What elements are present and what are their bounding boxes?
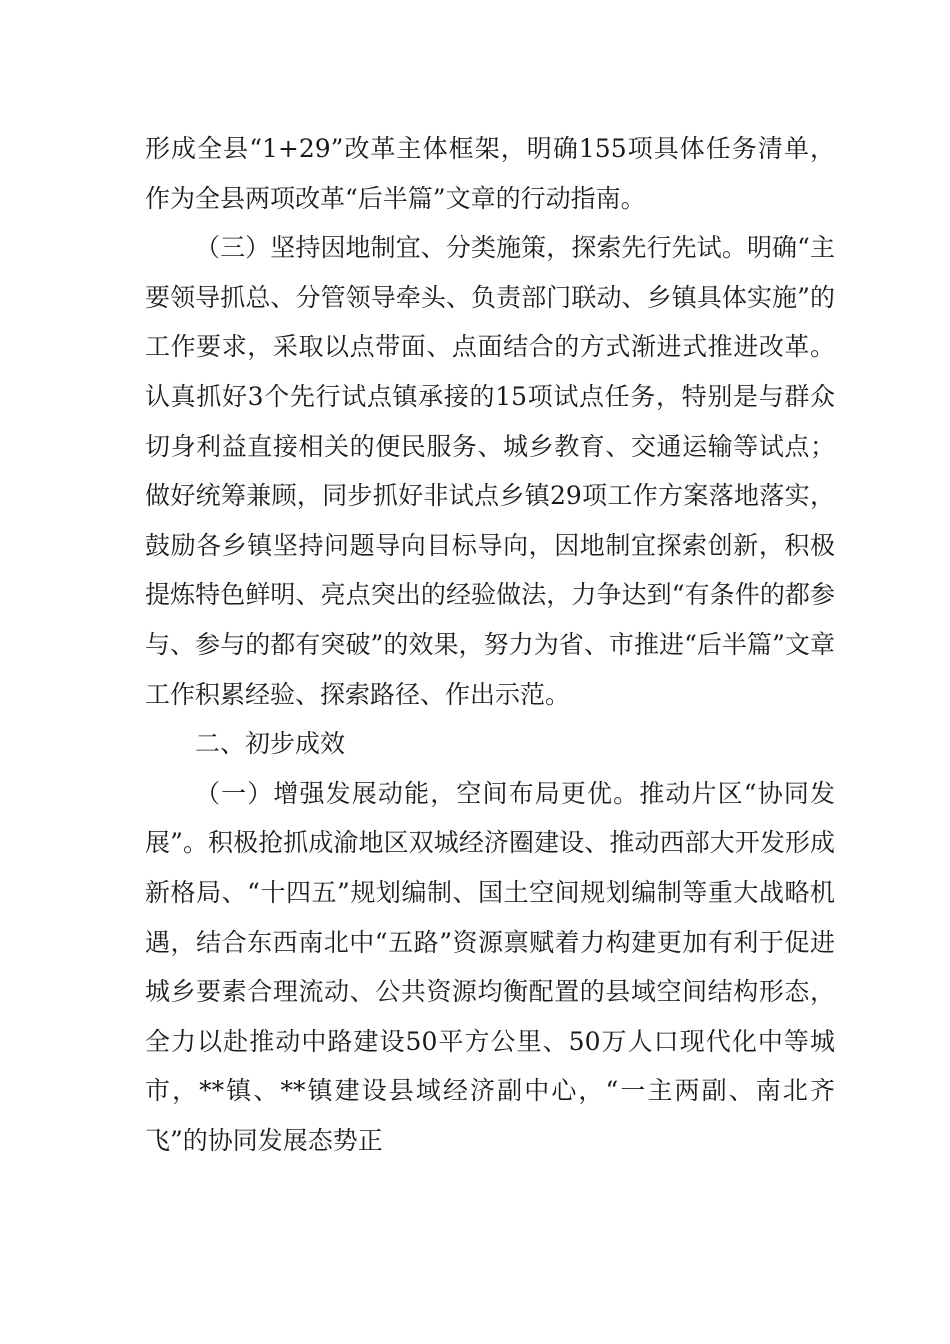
paragraph-section-one: （一）增强发展动能，空间布局更优。推动片区“协同发展”。积极抢抓成渝地区双城经济圈建设、推动西部大开发形成新格局、“十四五”规划编制、国土空间规划编制等重大战略机遇，结合东西南北中“五路”资源禀赋着力构建更加有利于促进城乡要素合理流动、公共资源均衡配置的县域空间结构形态，全力以赴推动中路建设50平方公里、50万人口现代化中等城市，**镇、**镇建设县域经济副中心，“一主两副、南北齐飞”的协同发展态势正 bbox=[145, 778, 835, 1155]
heading-initial-results: 二、初步成效 bbox=[195, 729, 346, 759]
paragraph-section-three: （三）坚持因地制宜、分类施策，探索先行先试。明确“主要领导抓总、分管领导牵头、负责部门联动、乡镇具体实施”的工作要求，采取以点带面、点面结合的方式渐进式推进改革。认真抓好3个先行试点镇承接的15项试点任务，特别是与群众切身利益直接相关的便民服务、城乡教育、交通运输等试点；做好统筹兼顾，同步抓好非试点乡镇29项工作方案落地落实，鼓励各乡镇坚持问题导向目标导向，因地制宜探索创新，积极提炼特色鲜明、亮点突出的经验做法，力争达到“有条件的都参与、参与的都有突破”的效果，努力为省、市推进“后半篇”文章工作积累经验、探索路径、作出示范。 bbox=[145, 233, 835, 709]
document-body bbox=[145, 124, 835, 1165]
paragraph-continuation: 形成全县“1+29”改革主体框架，明确155项具体任务清单，作为全县两项改革“后半篇”文章的行动指南。 bbox=[145, 134, 835, 213]
